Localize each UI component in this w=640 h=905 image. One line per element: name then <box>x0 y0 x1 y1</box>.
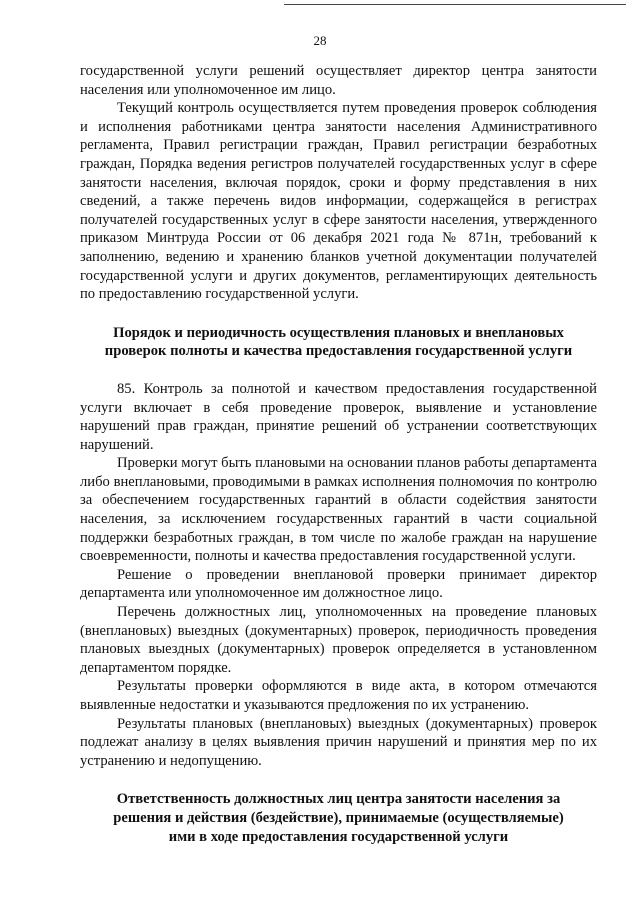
paragraph-unscheduled-decision: Решение о проведении внеплановой проверки принимает директор департамента или уполномоченное им должностное лицо. <box>80 566 597 602</box>
heading-line: ими в ходе предоставления государственной услуги <box>168 828 509 845</box>
section-heading-inspections <box>80 324 597 361</box>
top-rule <box>284 4 626 5</box>
paragraph-current-control: Текущий контроль осуществляется путем проведения проверок соблюдения и исполнения работниками центра занятости населения Административного регламента, Правил регистрации граждан, Правил регистрации безработных граждан, Порядка ведения регистров получателей государственных услуг в сфере занятости населения, включая порядок, сроки и форму представления в них сведений, а также перечень видов информации, содержащейся в регистрах получателей государственных услуг в сфере занятости населения, утвержденного приказом Минтруда России от 06 декабря 2021 года № 871н, требований к заполнению, ведению и хранению бланков учетной документации получателей государственной услуги и других документов, регламентирующих деятельность по предоставлению государственной услуги. <box>80 100 597 303</box>
heading-line: Ответственность должностных лиц центра занятости населения за <box>116 791 561 808</box>
paragraph-results-analysis: Результаты плановых (внеплановых) выездных (документарных) проверок подлежат анализу в целях выявления причин нарушений и принятия мер по их устранению и недопущению. <box>80 715 597 769</box>
heading-line: Порядок и периодичность осуществления плановых и внеплановых <box>113 324 564 341</box>
paragraph-continuation: государственной услуги решений осуществляет директор центра занятости населения или уполномоченное им лицо. <box>80 63 597 98</box>
section-heading-responsibility <box>80 790 597 846</box>
paragraph-85: 85. Контроль за полнотой и качеством предоставления государственной услуги включает в себя проведение проверок, выявление и установление нарушений прав граждан, принятие решений об устранении соответствующих нарушений. <box>80 380 597 453</box>
paragraph-inspection-types: Проверки могут быть плановыми на основании планов работы департамента либо внеплановыми, проводимыми в рамках исполнения полномочия по контролю за обеспечением государственных гарантий в области содействия занятости населения, за исключением государственных гарантий в части социальной поддержки безработных граждан, в том числе по жалобе граждан на нарушение своевременности, полноты и качества предоставления государственной услуги. <box>80 455 597 565</box>
document-body <box>80 62 597 846</box>
page-number: 28 <box>313 33 327 48</box>
paragraph-officials-list: Перечень должностных лиц, уполномоченных на проведение плановых (внеплановых) выездных (документарных) проверок, периодичность проведения плановых выездных (документарных) проверок определяется в установленном департаментом порядке. <box>80 604 597 676</box>
heading-line: решения и действия (бездействие), принимаемые (осуществляемые) <box>113 809 564 826</box>
heading-line: проверок полноты и качества предоставления государственной услуги <box>104 343 573 360</box>
paragraph-inspection-results: Результаты проверки оформляются в виде акта, в котором отмечаются выявленные недостатки и указываются предложения по их устранению. <box>80 678 597 713</box>
